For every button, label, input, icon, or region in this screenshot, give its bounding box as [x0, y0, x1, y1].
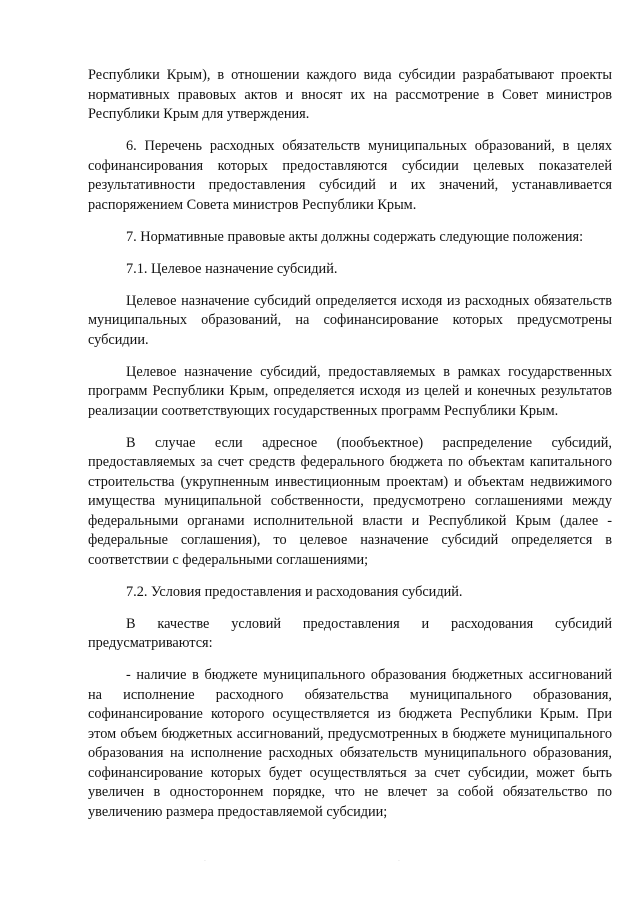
document-body — [88, 66, 612, 835]
paragraph-purpose-definition: Целевое назначение субсидий определяется исходя из расходных обязательств муниципальных образований, на софинансирование которых предусмотрены субсидии. — [88, 292, 612, 348]
paragraph-federal-agreements: В случае если адресное (пообъектное) распределение субсидий, предоставляемых за счет средств федерального бюджета по объектам капитального строительства (укрупненным инвестиционным проектам) и объектам недвижимого имущества муниципальной собственности, предусмотрено соглашениями между федеральными органами исполнительной власти и Республикой Крым (далее - федеральные соглашения), то целевое назначение субсидий определяется в соответствии с федеральными соглашениями; — [88, 434, 612, 568]
paragraph-conditions-intro: В качестве условий предоставления и расходования субсидий предусматриваются: — [88, 615, 612, 651]
paragraph-item-7: 7. Нормативные правовые акты должны содержать следующие положения: — [126, 228, 584, 245]
section-heading-7-1: 7.1. Целевое назначение субсидий. — [126, 260, 338, 277]
section-heading-7-2: 7.2. Условия предоставления и расходования субсидий. — [126, 583, 463, 600]
paragraph-continuation: Республики Крым), в отношении каждого вида субсидии разрабатывают проекты нормативных правовых актов и вносят их на рассмотрение в Совет министров Республики Крым для утверждения. — [88, 67, 612, 122]
scan-speck: · — [398, 858, 400, 865]
paragraph-item-6: 6. Перечень расходных обязательств муниципальных образований, в целях софинансирования которых предоставляются субсидии целевых показателей результативности предоставления субсидий и их значений, устанавливается распоряжением Совета министров Республики Крым. — [88, 138, 612, 213]
paragraph-conditions-item: - наличие в бюджете муниципального образования бюджетных ассигнований на исполнение расходного обязательства муниципального образования, софинансирование которого осуществляется из бюджета Республики Крым. При этом объем бюджетных ассигнований, предусмотренных в бюджете муниципального образования на исполнение расходных обязательств муниципального образования, софинансирование которых будет осуществляться за счет субсидии, может быть увеличен в одностороннем порядке, что не влечет за собой обязательство по увеличению размера предоставляемой субсидии; — [88, 667, 612, 820]
paragraph-state-programs: Целевое назначение субсидий, предоставляемых в рамках государственных программ Республики Крым, определяется исходя из целей и конечных результатов реализации соответствующих государственных программ Республики Крым. — [88, 363, 612, 419]
scan-speck: · — [204, 858, 206, 865]
